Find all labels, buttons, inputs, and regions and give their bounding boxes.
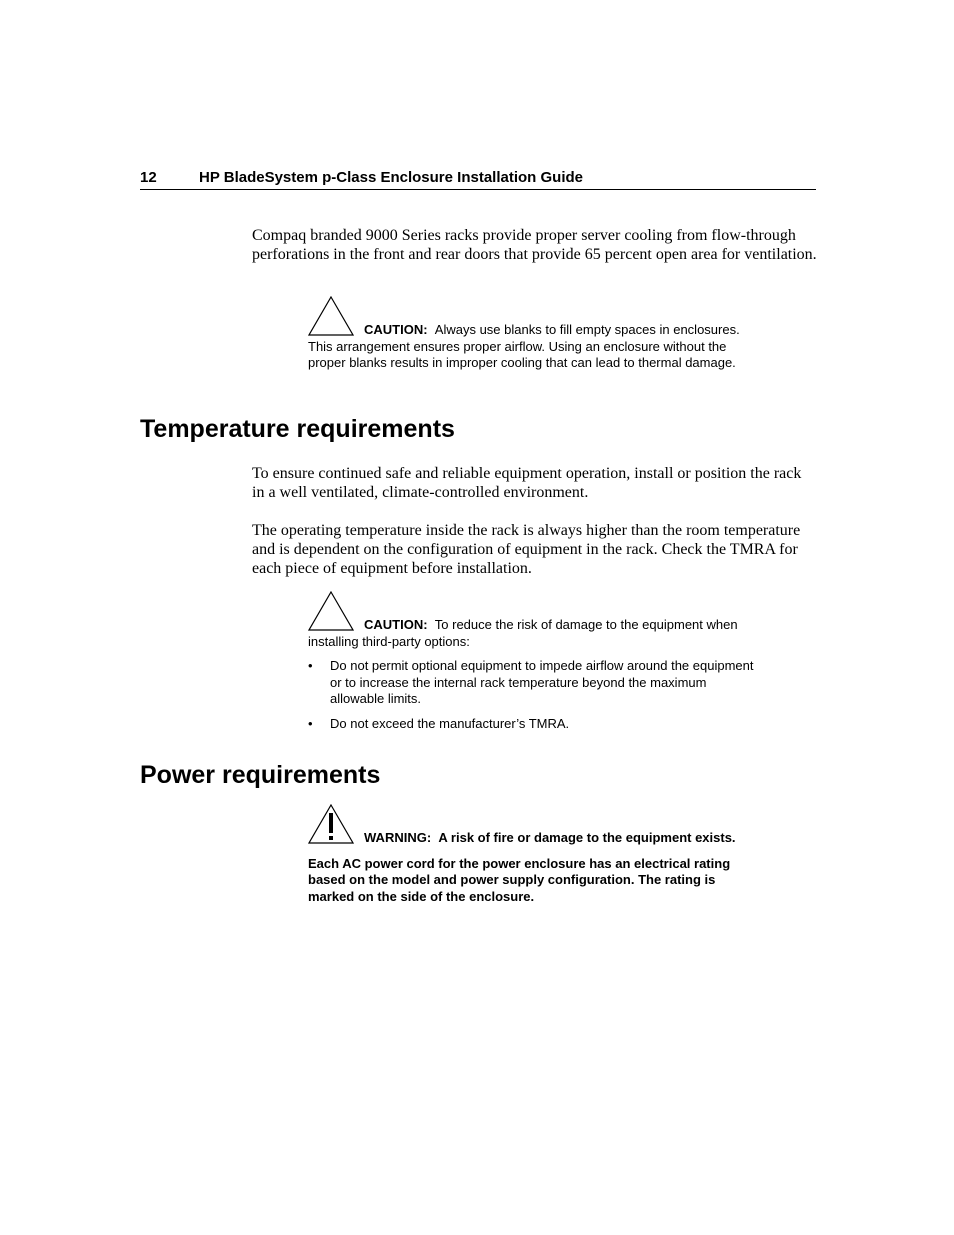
caution-note-third-party (308, 591, 758, 740)
caution-triangle-icon (308, 296, 354, 336)
warning-label: WARNING: (364, 830, 432, 845)
caution-text: To reduce the risk of damage to the equipment when installing third-party options: (308, 617, 738, 649)
bullet-icon: • (308, 658, 313, 673)
bullet-icon: • (308, 715, 313, 731)
caution-bullet-list (308, 658, 758, 732)
heading-temperature-requirements: Temperature requirements (140, 415, 455, 443)
heading-power-requirements: Power requirements (140, 761, 381, 789)
page-number: 12 (140, 169, 157, 186)
caution-note-blanks (308, 296, 758, 372)
caution-label: CAUTION: (364, 322, 428, 337)
warning-paragraph: Each AC power cord for the power enclosure has an electrical rating based on the model and power supply configuration. The rating is marked on the side of the enclosure. (308, 855, 731, 904)
caution-text: Always use blanks to fill empty spaces in enclosures. This arrangement ensures proper airflow. Using an enclosure without the proper blanks results in improper cooling that can lead to thermal damage. (308, 322, 740, 370)
list-item: • Do not permit optional equipment to impede airflow around the equipment or to increase the internal rack temperature beyond the maximum allowable limits. (308, 658, 754, 706)
list-item: • Do not exceed the manufacturer’s TMRA. (308, 715, 570, 731)
caution-label: CAUTION: (364, 617, 428, 632)
warning-exclamation-triangle-icon (308, 804, 354, 844)
running-header (140, 169, 816, 190)
intro-paragraph: Compaq branded 9000 Series racks provide proper server cooling from flow-through perforations in the front and rear doors that provide 65 percent open area for ventilation. (252, 227, 817, 263)
warning-text: A risk of fire or damage to the equipment exists. (438, 830, 736, 845)
document-title: HP BladeSystem p-Class Enclosure Installation Guide (199, 169, 584, 186)
warning-note-fire (308, 804, 758, 905)
temperature-paragraph-1: To ensure continued safe and reliable equipment operation, install or position the rack in a well ventilated, climate-controlled environment. (252, 465, 802, 501)
caution-triangle-icon (308, 591, 354, 631)
temperature-paragraph-2: The operating temperature inside the rack is always higher than the room temperature and is dependent on the configuration of equipment in the rack. Check the TMRA for each piece of equipment before installation. (252, 522, 801, 577)
